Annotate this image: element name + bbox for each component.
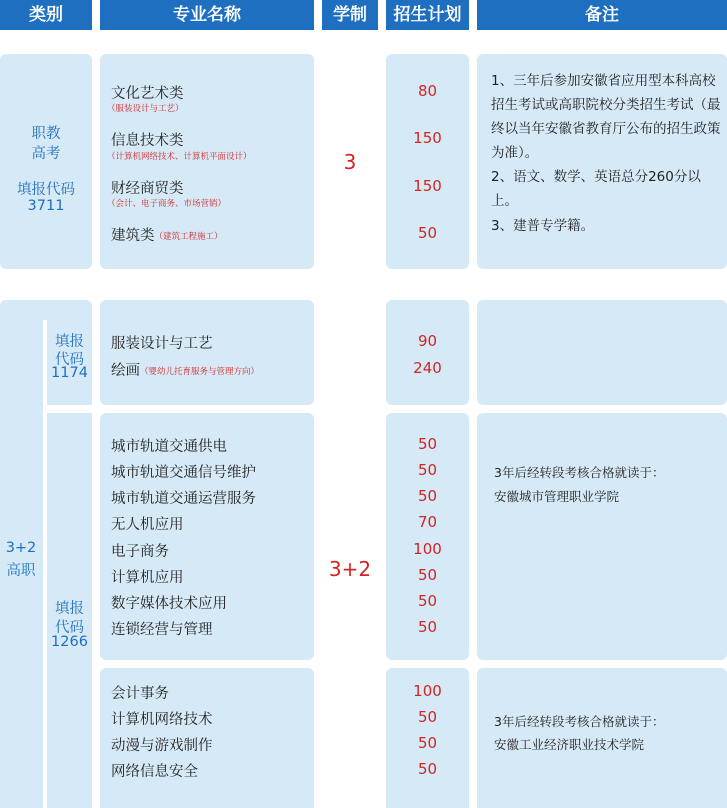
section1-category-cell <box>0 54 92 269</box>
major-name: 城市轨道交通信号维护 <box>111 465 256 481</box>
remark-item: 1、三年后参加安徽省应用型本科高校招生考试或高职院校分类招生考试（最终以当年安徽省教育厅公布的招生政策为准）。 <box>491 73 721 161</box>
major-name: 网络信息安全 <box>111 764 198 780</box>
remark-line: 安徽工业经济职业技术学院 <box>494 737 645 752</box>
header-duration: 学制 <box>322 0 378 30</box>
section1-category-line2: 高考 <box>31 146 61 162</box>
group2-code-line2: 代码 <box>55 620 84 636</box>
remark-item: 2、语文、数学、英语总分260分以上。 <box>491 169 701 209</box>
section1-code-label: 填报代码 <box>17 182 75 198</box>
plan-value: 50 <box>417 760 438 778</box>
remark-line: 3年后经转段考核合格就读于： <box>494 714 665 729</box>
plan-value: 70 <box>417 513 438 531</box>
major-name: 信息技术类 <box>111 133 184 149</box>
major-name <box>111 224 223 245</box>
major-name: 计算机应用 <box>111 570 184 586</box>
plan-value: 50 <box>417 708 438 726</box>
group2-block1-majors-cell <box>100 413 314 660</box>
remark-line: 安徽城市管理职业学院 <box>494 489 620 504</box>
major-name: 动漫与游戏制作 <box>111 738 213 754</box>
plan-value: 50 <box>417 224 438 242</box>
section1-majors-cell <box>100 54 314 269</box>
major-name: 服装设计与工艺 <box>111 336 213 352</box>
major-name-text: 绘画 <box>111 363 140 379</box>
plan-value: 50 <box>417 618 438 636</box>
plan-value: 50 <box>417 734 438 752</box>
major-name: 无人机应用 <box>111 517 184 533</box>
major-name: 城市轨道交通运营服务 <box>111 491 256 507</box>
plan-value: 90 <box>417 332 438 350</box>
major-name: 计算机网络技术 <box>111 712 213 728</box>
section1-plan-cell <box>386 54 469 269</box>
section2-category-line1: 3+2 <box>5 540 37 556</box>
plan-value: 50 <box>417 487 438 505</box>
section2-category-line2: 高职 <box>6 563 36 579</box>
major-detail: （服装设计与工艺） <box>107 104 184 114</box>
plan-value: 100 <box>413 540 442 558</box>
header-major: 专业名称 <box>100 0 314 30</box>
major-name: 财经商贸类 <box>111 181 184 197</box>
section1-duration: 3 <box>343 150 357 174</box>
section1-code: 3711 <box>27 198 65 214</box>
group2-code: 1266 <box>51 634 88 650</box>
plan-value: 150 <box>413 129 442 147</box>
group2-block2-remarks-cell <box>477 668 727 808</box>
major-name: 电子商务 <box>111 544 169 560</box>
divider <box>43 320 47 808</box>
section2-category-cell <box>0 300 92 808</box>
group1-majors-cell <box>100 300 314 405</box>
major-detail: （计算机网络技术、计算机平面设计） <box>107 152 252 162</box>
group1-code-line2: 代码 <box>55 352 84 368</box>
group1-remarks-cell <box>477 300 727 405</box>
major-name <box>111 359 259 380</box>
plan-value: 50 <box>417 592 438 610</box>
plan-value: 80 <box>417 82 438 100</box>
group2-block1-remarks-cell <box>477 413 727 660</box>
group2-block2-majors-cell <box>100 668 314 808</box>
major-detail: （会计、电子商务、市场营销） <box>107 199 227 209</box>
major-name-text: 建筑类 <box>111 228 155 244</box>
plan-value: 100 <box>413 682 442 700</box>
header-remarks: 备注 <box>477 0 727 30</box>
section1-category-line1: 职教 <box>31 126 61 142</box>
group2-block1-plan-cell <box>386 413 469 660</box>
plan-value: 50 <box>417 435 438 453</box>
header-category: 类别 <box>0 0 92 30</box>
header-plan: 招生计划 <box>386 0 469 30</box>
major-detail: （婴幼儿托育服务与管理方向） <box>140 367 260 377</box>
section1-remarks-cell <box>477 54 727 269</box>
major-name: 连锁经营与管理 <box>111 622 213 638</box>
major-name: 会计事务 <box>111 686 169 702</box>
group1-plan-cell <box>386 300 469 405</box>
plan-value: 50 <box>417 461 438 479</box>
group2-block2-plan-cell <box>386 668 469 808</box>
plan-value: 240 <box>413 359 442 377</box>
remark-line: 3年后经转段考核合格就读于： <box>494 465 665 480</box>
plan-value: 150 <box>413 177 442 195</box>
major-name: 文化艺术类 <box>111 86 184 102</box>
group2-code-line1: 填报 <box>55 601 84 617</box>
major-name: 数字媒体技术应用 <box>111 596 227 612</box>
group1-code: 1174 <box>51 365 88 381</box>
major-name: 城市轨道交通供电 <box>111 439 227 455</box>
section2-duration: 3+2 <box>328 557 372 581</box>
remark-item: 3、建普专学籍。 <box>491 218 595 234</box>
major-detail: （建筑工程施工） <box>154 232 223 242</box>
plan-value: 50 <box>417 566 438 584</box>
group1-code-line1: 填报 <box>55 334 84 350</box>
divider <box>47 405 92 413</box>
